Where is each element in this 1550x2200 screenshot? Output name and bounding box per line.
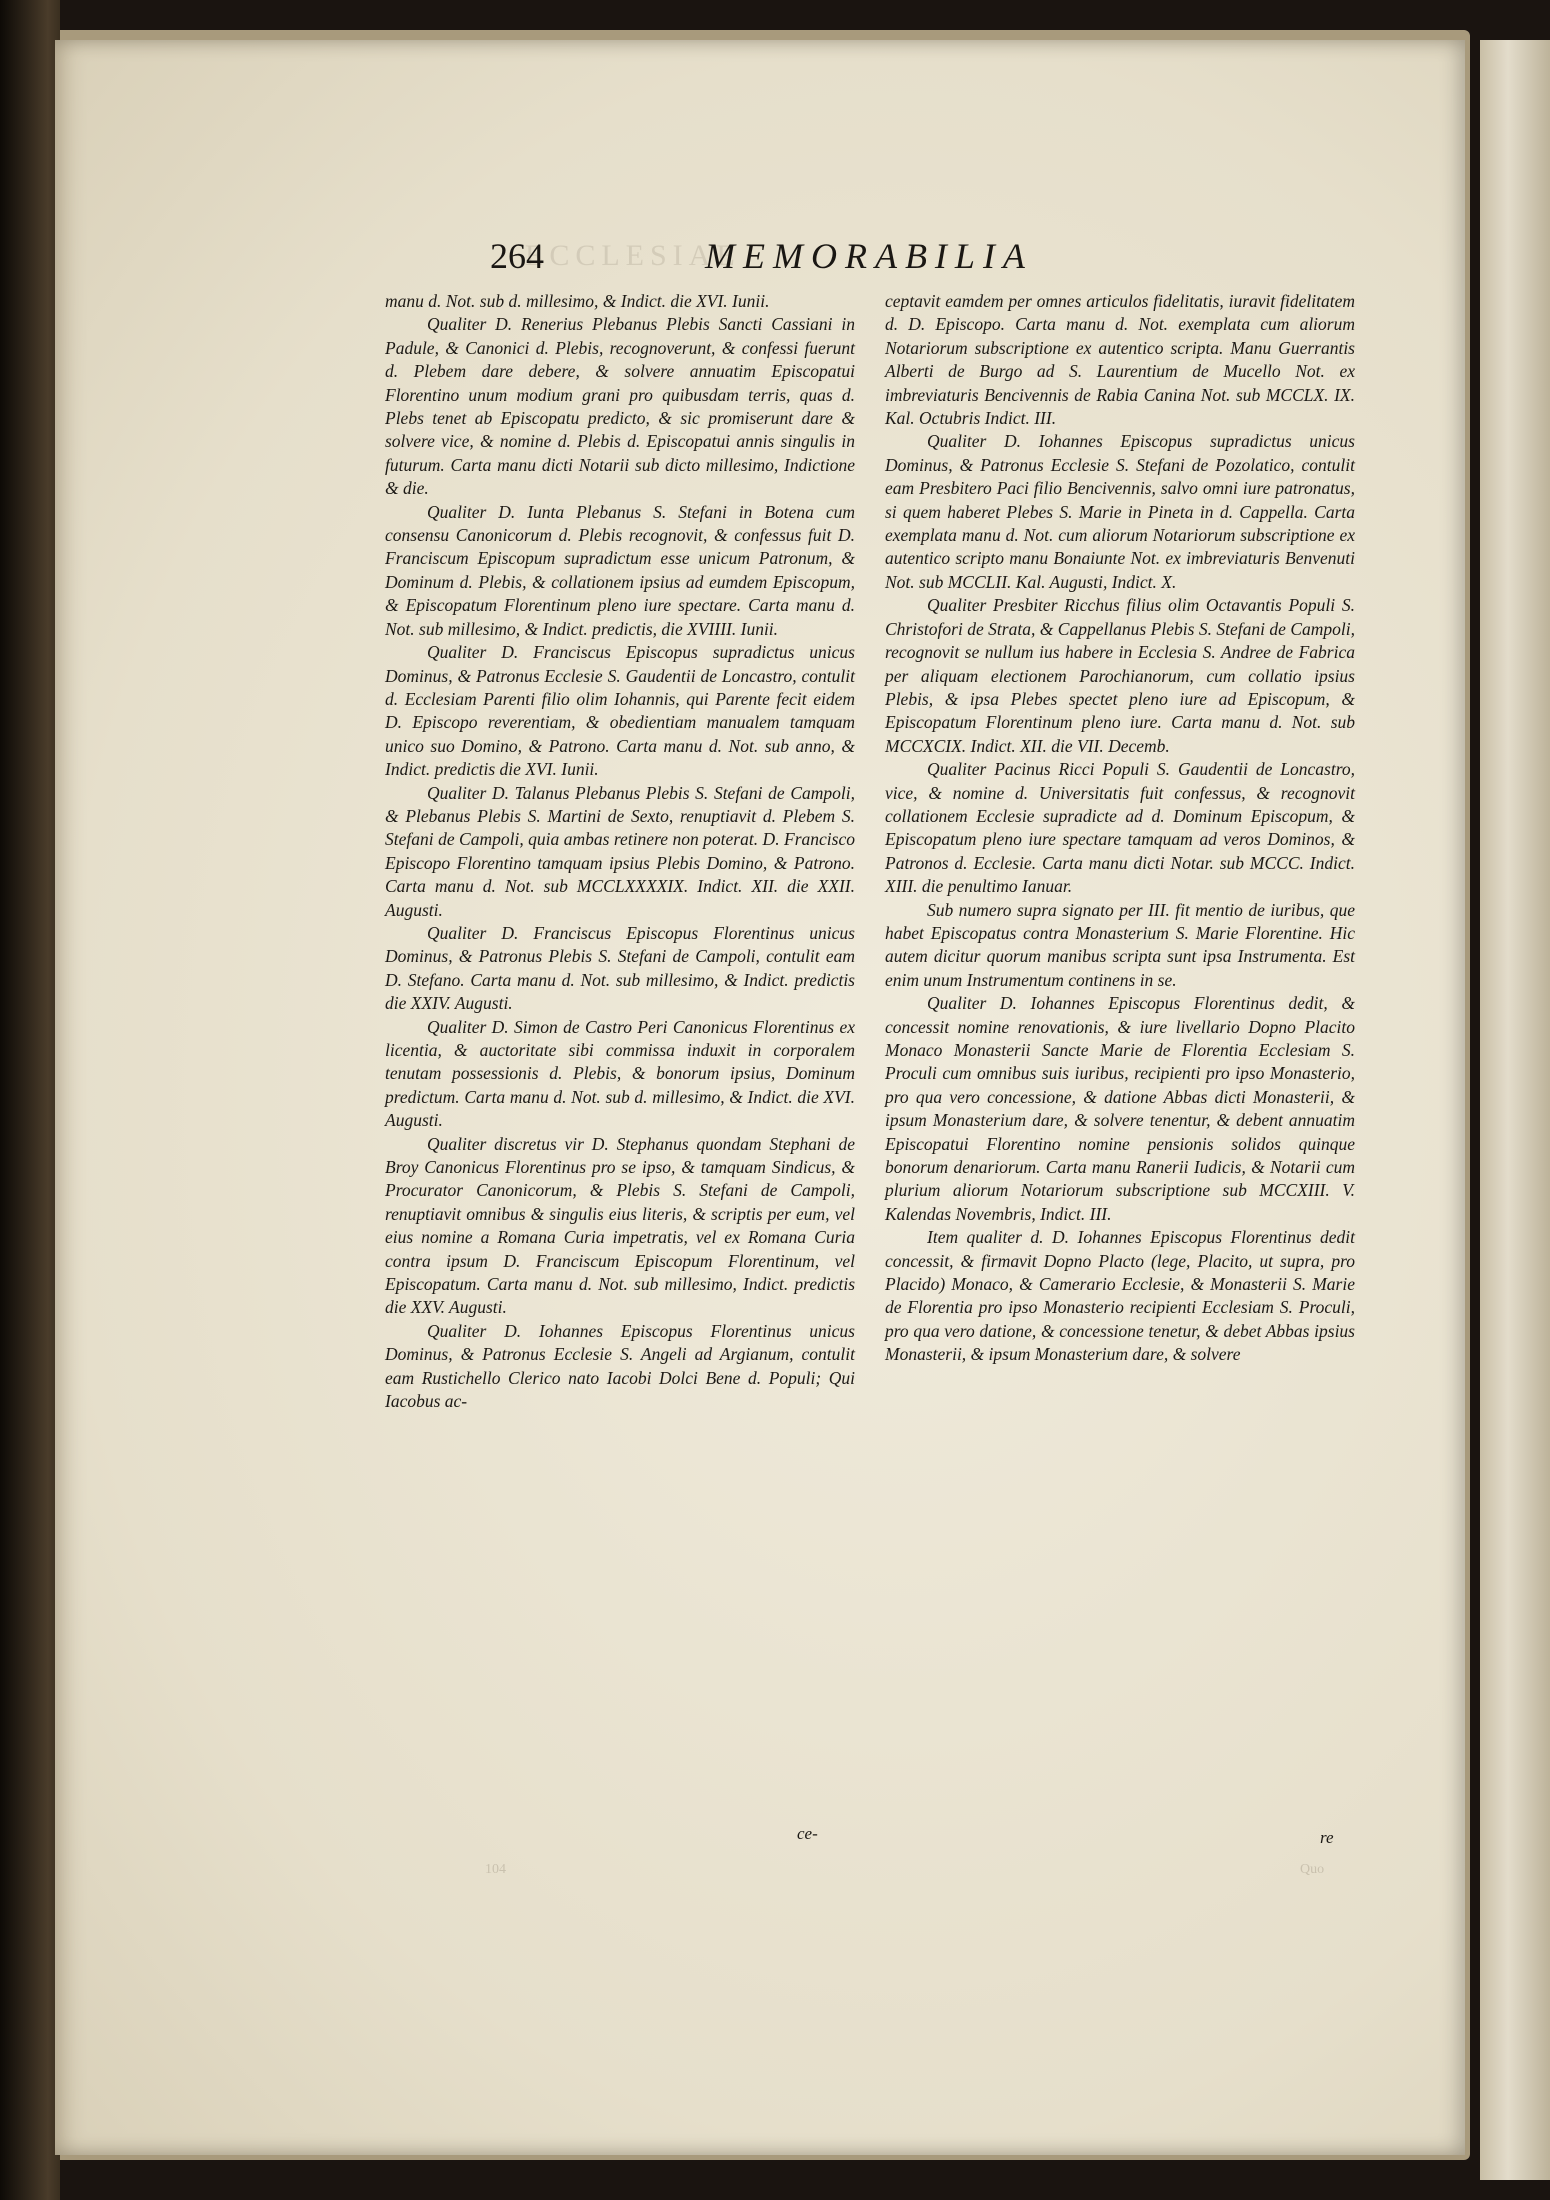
paragraph: Qualiter Presbiter Ricchus filius olim Octavantis Populi S. Christofori de Strata, & Cappellanus Plebis S. Stefani de Campoli, recognovit se nullum ius habere in Ecclesia S. Andree de Fabrica per aliquam electionem Parochianorum, cum collatio ipsius Plebis, & ipsa Plebes spectet pleno iure ad Episcopum, & Episcopatum Florentinum pleno iure. Carta manu d. Not. sub MCCXCIX. Indict. XII. die VII. Decemb.	[885, 595, 1355, 756]
paragraph: Qualiter D. Iohannes Episcopus Florentinus dedit, & concessit nomine renovationis, & iure livellario Dopno Placito Monaco Monasterii Sancte Marie de Florentia Ecclesiam S. Proculi cum omnibus suis iuribus, recipienti pro ipso Monasterio, pro qua vero concessione, & datione Abbas dicti Monasterii, & ipsum Monasterium dare, & solvere tenentur, & debent annuatim Episcopatui Florentino nomine pensionis solidos quinque bonorum denariorum. Carta manu Ranerii Iudicis, & Notarii cum plurium aliorum Notariorum subscriptione sub MCCXIII. V. Kalendas Novembris, Indict. III.	[885, 993, 1355, 1224]
paragraph: Qualiter discretus vir D. Stephanus quondam Stephani de Broy Canonicus Florentinus pro se ipso, & tamquam Sindicus, & Procurator Canonicorum, & Plebis S. Stefani de Campoli, renuptiavit omnibus & singulis eius literis, & scriptis per eum, vel eius nomine a Romana Curia impetratis, vel ex Romana Curia contra ipsum D. Franciscum Episcopum Florentinum, vel Episcopatum. Carta manu d. Not. sub millesimo, Indict. predictis die XXV. Augusti.	[385, 1133, 855, 1318]
bleed-through-title: ECCLESIAE	[525, 239, 741, 272]
paragraph: Qualiter D. Renerius Plebanus Plebis Sancti Cassiani in Padule, & Canonici d. Plebis, recognoverunt, & confessi fuerunt d. Plebem dare debere, & solvere annuatim Episcopatui Florentino unum modium grani pro quibusdam terris, quas d. Plebs tenet ab Episcopatu predicto, & sic promiserunt dare & solvere vice, & nomine d. Plebis d. Episcopatui annis singulis in futurum. Carta manu dicti Notarii sub dicto millesimo, Indictione & die.	[385, 314, 855, 499]
left-text-column	[385, 290, 855, 1414]
catchword-right: re	[1320, 1828, 1334, 1847]
right-text-column	[885, 290, 1355, 1367]
paragraph: Qualiter Pacinus Ricci Populi S. Gaudentii de Loncastro, vice, & nomine d. Universitatis fuit confessus, & recognovit collationem Ecclesie supradicte ad d. Dominum Episcopum, & Episcopatum pleno iure spectare tamquam ad veros Dominos, & Patronos d. Ecclesie. Carta manu dicti Notar. sub MCCC. Indict. XIII. die penultimo Ianuar.	[885, 759, 1355, 897]
bleed-through-text: Quo	[1300, 1862, 1325, 1877]
paragraph: Qualiter D. Iunta Plebanus S. Stefani in Botena cum consensu Canonicorum d. Plebis recognovit, & confessus fuit D. Franciscum Episcopum supradictum esse unicum Patronum, & Dominum d. Plebis, & collationem ipsius ad eumdem Episcopum, & Episcopatum Florentinum pleno iure spectare. Carta manu d. Not. sub millesimo, & Indict. predictis, die XVIIII. Iunii.	[385, 501, 855, 639]
facing-page-edge	[1480, 40, 1550, 2180]
page-header	[435, 235, 1135, 285]
paragraph: Qualiter D. Iohannes Episcopus supradictus unicus Dominus, & Patronus Ecclesie S. Stefani de Pozolatico, contulit eam Presbitero Paci filio Bencivennis, salvo omni iure patronatus, si quem haberet Plebes S. Marie in Pineta in d. Cappella. Carta exemplata manu d. Not. cum aliorum Notariorum subscriptione ex autentico scripto manu Bonaiunte Not. ex imbreviaturis Benvenuti Not. sub MCCLII. Kal. Augusti, Indict. X.	[885, 431, 1355, 592]
paragraph: Qualiter D. Talanus Plebanus Plebis S. Stefani de Campoli, & Plebanus Plebis S. Martini de Sexto, renuptiavit d. Plebem S. Stefani de Campoli, quia ambas retinere non poterat. D. Francisco Episcopo Florentino tamquam ipsius Plebis Domino, & Patrono. Carta manu d. Not. sub MCCLXXXXIX. Indict. XII. die XXII. Augusti.	[385, 782, 855, 920]
paragraph: Qualiter D. Simon de Castro Peri Canonicus Florentinus ex licentia, & auctoritate sibi commissa induxit in corporalem tenutam possessionis d. Plebis, & bonorum ipsius, Dominum predictum. Carta manu d. Not. sub d. millesimo, & Indict. die XVI. Augusti.	[385, 1016, 855, 1131]
bleed-through-text: 104	[485, 1862, 506, 1877]
running-title: MEMORABILIA	[705, 236, 1033, 276]
paragraph: Qualiter D. Franciscus Episcopus Florentinus unicus Dominus, & Patronus Plebis S. Stefani de Campoli, contulit eam D. Stefano. Carta manu d. Not. sub millesimo, & Indict. predictis die XXIV. Augusti.	[385, 922, 855, 1014]
page-number: 264	[490, 236, 544, 276]
catchword-left: ce-	[797, 1824, 818, 1843]
book-binding-edge	[0, 0, 60, 2200]
paragraph: Qualiter D. Iohannes Episcopus Florentinus unicus Dominus, & Patronus Ecclesie S. Angeli ad Argianum, contulit eam Rustichello Clerico nato Iacobi Dolci Bene d. Populi; Qui Iacobus ac-	[385, 1320, 855, 1412]
paragraph: ceptavit eamdem per omnes articulos fidelitatis, iuravit fidelitatem d. D. Episcopo. Carta manu d. Not. exemplata cum aliorum Notariorum subscriptione ex autentico scripta. Manu Guerrantis Alberti de Burgo ad S. Laurentium de Mucello Not. ex imbreviaturis Bencivennis de Rabia Canina Not. sub MCCLX. IX. Kal. Octubris Indict. III.	[885, 291, 1355, 429]
paragraph: Sub numero supra signato per III. fit mentio de iuribus, que habet Episcopatus contra Monasterium S. Marie Florentine. Hic autem dicitur quorum manibus scripta sunt ipsa Instrumenta. Est enim unum Instrumentum continens in se.	[885, 899, 1355, 990]
paragraph: Qualiter D. Franciscus Episcopus supradictus unicus Dominus, & Patronus Ecclesie S. Gaudentii de Loncastro, contulit d. Ecclesiam Parenti filio olim Iohannis, qui Parente fecit eidem D. Episcopo reverentiam, & obedientiam manualem tamquam unico suo Domino, & Patrono. Carta manu d. Not. sub anno, & Indict. predictis die XVI. Iunii.	[385, 642, 855, 780]
paragraph: manu d. Not. sub d. millesimo, & Indict. die XVI. Iunii.	[385, 291, 770, 311]
paragraph: Item qualiter d. D. Iohannes Episcopus Florentinus dedit concessit, & firmavit Dopno Placto (lege, Placito, ut supra, pro Placido) Monaco, & Camerario Ecclesie, & Monasterii S. Marie de Florentia pro ipso Monasterio recipienti Ecclesiam S. Proculi, pro qua vero datione, & concessione tenetur, & debet Abbas ipsius Monasterii, & ipsum Monasterium dare, & solvere	[885, 1227, 1355, 1365]
